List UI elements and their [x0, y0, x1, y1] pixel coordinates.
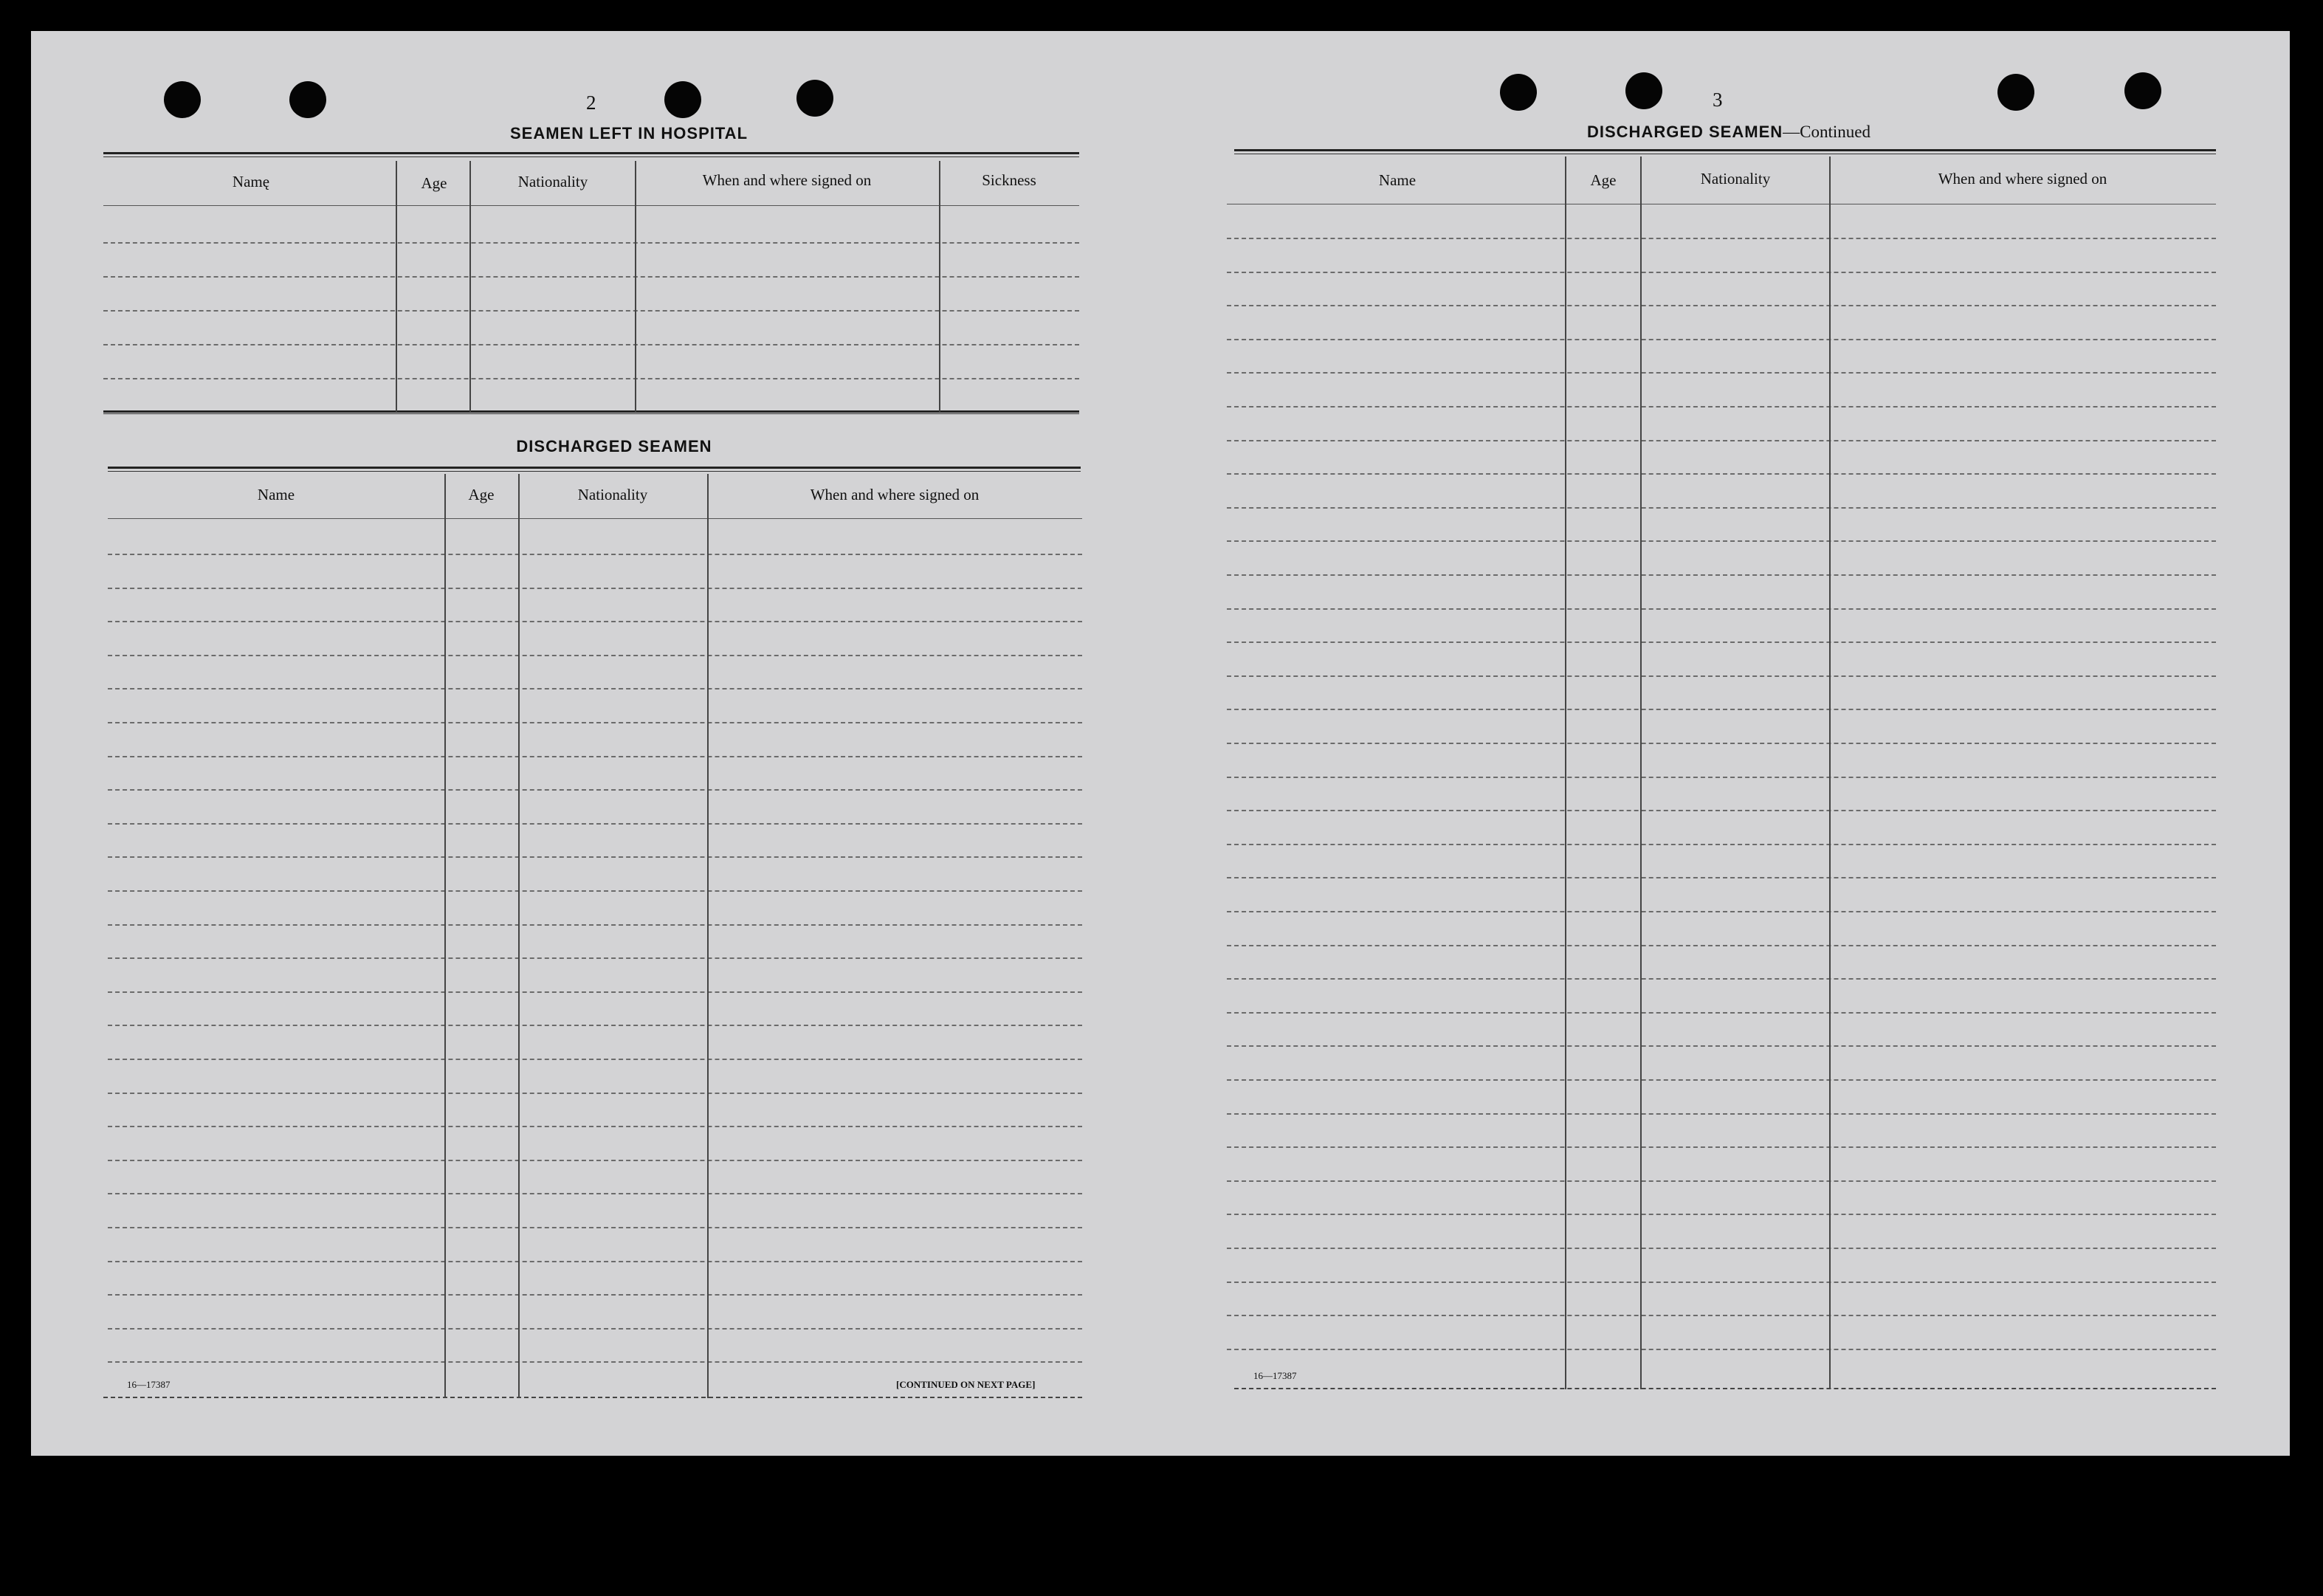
row-line: [1227, 642, 2216, 643]
right-title-main: DISCHARGED SEAMEN: [1587, 123, 1783, 141]
right-bottom-rule: [1234, 1388, 2216, 1389]
row-line: [1227, 877, 2216, 878]
row-line: [108, 991, 1082, 993]
form-number-left: 16—17387: [127, 1379, 171, 1390]
discharged-col-age: Age: [468, 486, 495, 503]
row-line: [1227, 1214, 2216, 1215]
hospital-row-line: [103, 242, 1079, 244]
punch-hole: [289, 81, 326, 118]
row-line: [108, 1059, 1082, 1060]
discharged-col-nationality: Nationality: [577, 486, 648, 503]
hospital-header-rule: [103, 205, 1079, 206]
row-line: [108, 1093, 1082, 1094]
right-col-name: Name: [1378, 171, 1417, 189]
row-line: [108, 789, 1082, 791]
punch-hole: [1500, 74, 1537, 111]
right-top-rule: [1234, 149, 2216, 154]
punch-hole: [164, 81, 201, 118]
row-line: [108, 823, 1082, 825]
discharged-col-signed-on: When and where signed on: [810, 486, 980, 503]
row-line: [1227, 1012, 2216, 1014]
hospital-col-divider: [635, 161, 636, 412]
hospital-top-rule: [103, 152, 1079, 157]
discharged-top-rule: [108, 467, 1081, 472]
ledger-sheet: [31, 31, 2290, 1456]
row-line: [108, 756, 1082, 757]
row-line: [1227, 1045, 2216, 1047]
form-number-right: 16—17387: [1253, 1370, 1297, 1381]
row-line: [1227, 1079, 2216, 1081]
row-line: [108, 924, 1082, 926]
right-section-title: [1493, 123, 1965, 142]
hospital-col-nationality: Nationality: [517, 173, 588, 190]
right-col-divider: [1640, 156, 1642, 1389]
discharged-col-divider: [707, 474, 709, 1398]
discharged-col-divider: [444, 474, 446, 1398]
punch-hole: [664, 81, 701, 118]
hospital-row-line: [103, 276, 1079, 278]
row-line: [108, 1261, 1082, 1262]
hospital-row-line: [103, 310, 1079, 312]
row-line: [1227, 540, 2216, 542]
row-line: [108, 688, 1082, 689]
discharged-col-name: Name: [257, 486, 295, 503]
hospital-col-signed-on: When and where signed on: [702, 171, 872, 189]
row-line: [1227, 440, 2216, 441]
row-line: [108, 856, 1082, 858]
row-line: [108, 890, 1082, 892]
row-line: [1227, 1282, 2216, 1283]
row-line: [108, 1361, 1082, 1363]
hospital-col-divider: [469, 161, 471, 412]
row-line: [1227, 844, 2216, 845]
row-line: [108, 588, 1082, 589]
punch-hole: [2124, 72, 2161, 109]
row-line: [1227, 777, 2216, 778]
right-col-signed-on: When and where signed on: [1938, 170, 2107, 188]
row-line: [108, 1193, 1082, 1194]
hospital-col-name: Namę: [232, 173, 270, 190]
punch-hole: [1997, 74, 2034, 111]
row-line: [1227, 978, 2216, 980]
hospital-col-divider: [939, 161, 940, 412]
row-line: [1227, 339, 2216, 340]
hospital-section-title: SEAMEN LEFT IN HOSPITAL: [509, 124, 748, 142]
page-number-right: 3: [1713, 89, 1723, 111]
row-line: [1227, 709, 2216, 710]
row-line: [1227, 574, 2216, 576]
row-line: [108, 554, 1082, 555]
right-title-continued: —Continued: [1783, 123, 1871, 141]
discharged-bottom-rule: [103, 1397, 1082, 1398]
row-line: [1227, 945, 2216, 946]
right-col-nationality: Nationality: [1700, 170, 1771, 188]
hospital-row-line: [103, 344, 1079, 345]
row-line: [108, 1025, 1082, 1026]
row-line: [1227, 1180, 2216, 1182]
row-line: [1227, 272, 2216, 273]
hospital-col-sickness: Sickness: [982, 171, 1036, 189]
row-line: [1227, 911, 2216, 912]
row-line: [1227, 305, 2216, 306]
row-line: [1227, 1113, 2216, 1115]
row-line: [108, 1126, 1082, 1127]
row-line: [108, 655, 1082, 656]
row-line: [1227, 1146, 2216, 1148]
right-col-age: Age: [1590, 171, 1617, 189]
row-line: [1227, 473, 2216, 475]
row-line: [108, 1294, 1082, 1296]
row-line: [1227, 1315, 2216, 1316]
hospital-col-age: Age: [421, 174, 447, 192]
row-line: [1227, 372, 2216, 374]
row-line: [1227, 675, 2216, 677]
right-col-divider: [1829, 156, 1831, 1389]
page-number-left: 2: [586, 92, 596, 114]
row-line: [108, 1227, 1082, 1228]
row-line: [108, 722, 1082, 723]
discharged-header-rule: [108, 518, 1082, 519]
right-col-divider: [1565, 156, 1566, 1389]
row-line: [1227, 507, 2216, 509]
row-line: [1227, 238, 2216, 239]
row-line: [1227, 743, 2216, 744]
punch-hole: [1625, 72, 1662, 109]
hospital-bottom-rule: [103, 410, 1079, 414]
row-line: [108, 1328, 1082, 1330]
row-line: [108, 1160, 1082, 1161]
row-line: [1227, 1248, 2216, 1249]
hospital-row-line: [103, 378, 1079, 379]
row-line: [1227, 608, 2216, 610]
hospital-col-divider: [396, 161, 397, 412]
row-line: [108, 957, 1082, 959]
continued-note: [CONTINUED ON NEXT PAGE]: [896, 1379, 1036, 1390]
row-line: [108, 621, 1082, 622]
discharged-col-divider: [518, 474, 520, 1398]
punch-hole: [796, 80, 833, 117]
row-line: [1227, 810, 2216, 811]
discharged-section-title: DISCHARGED SEAMEN: [516, 437, 712, 455]
row-line: [1227, 1349, 2216, 1350]
row-line: [1227, 406, 2216, 407]
